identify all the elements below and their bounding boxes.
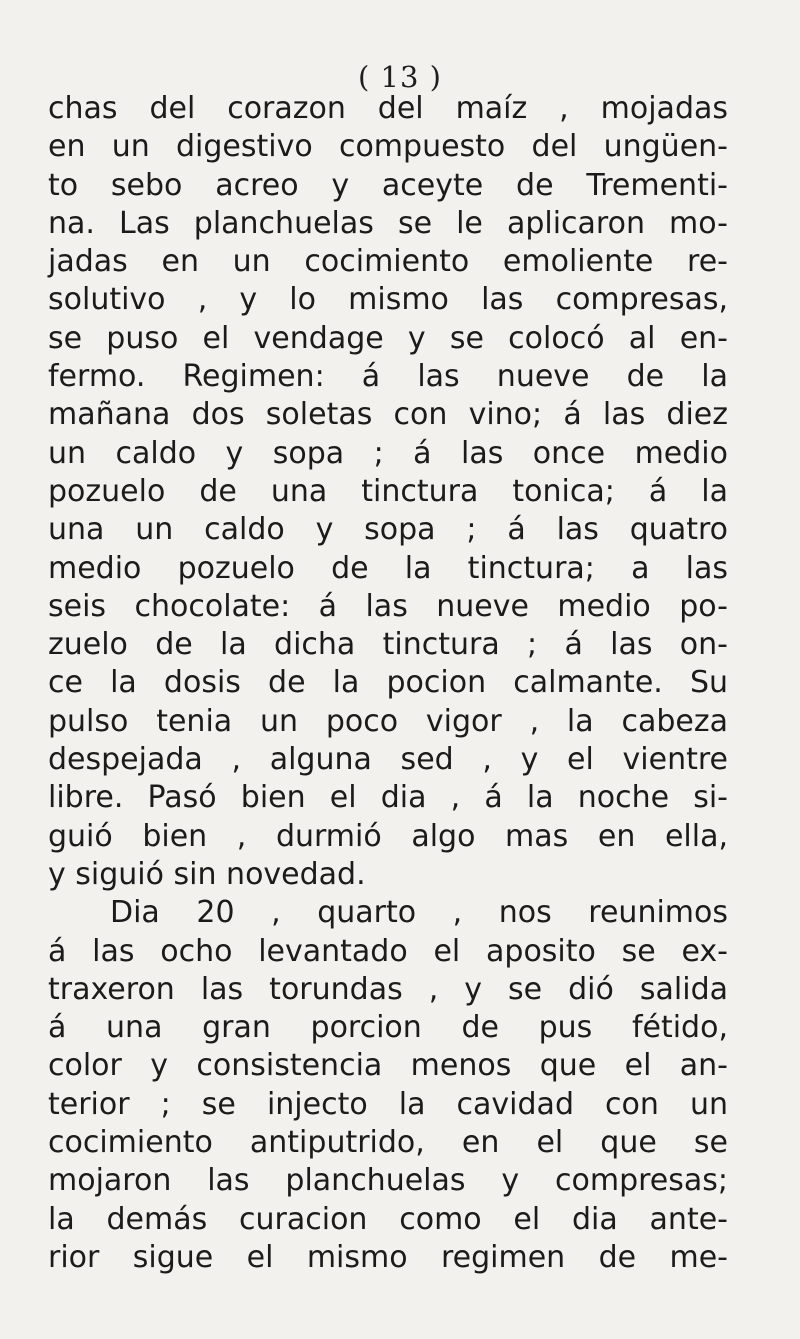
text-line: en un digestivo compuesto del ungüen- xyxy=(48,129,728,165)
text-line: mojaron las planchuelas y compresas; xyxy=(48,1163,728,1199)
text-line: á una gran porcion de pus fétido, xyxy=(48,1010,728,1046)
text-line: mañana dos soletas con vino; á las diez xyxy=(48,397,728,433)
text-line: chas del corazon del maíz , mojadas xyxy=(48,91,728,126)
text-line: á las ocho levantado el aposito se ex- xyxy=(48,933,728,969)
text-line: zuelo de la dicha tinctura ; á las on- xyxy=(48,627,728,663)
text-line: guió bien , durmió algo mas en ella, xyxy=(48,818,728,854)
text-line: terior ; se injecto la cavidad con un xyxy=(48,1086,728,1122)
text-line: un caldo y sopa ; á las once medio xyxy=(48,435,728,471)
text-line: ce la dosis de la pocion calmante. Su xyxy=(48,665,728,701)
text-line: color y consistencia menos que el an- xyxy=(48,1048,728,1084)
text-line: na. Las planchuelas se le aplicaron mo- xyxy=(48,205,728,241)
paragraph-start-line: Dia 20 , quarto , nos reunimos xyxy=(110,895,728,931)
text-line: fermo. Regimen: á las nueve de la xyxy=(48,359,728,395)
text-line: una un caldo y sopa ; á las quatro xyxy=(48,512,728,548)
paragraph-end-line: y siguió sin novedad. xyxy=(48,856,366,892)
text-line: libre. Pasó bien el dia , á la noche si- xyxy=(48,780,728,816)
text-line: seis chocolate: á las nueve medio po- xyxy=(48,588,728,624)
text-line: se puso el vendage y se colocó al en- xyxy=(48,320,728,356)
text-line: traxeron las torundas , y se dió salida xyxy=(48,971,728,1007)
text-line: cocimiento antiputrido, en el que se xyxy=(48,1125,728,1161)
text-line: despejada , alguna sed , y el vientre xyxy=(48,742,728,778)
text-line: pozuelo de una tinctura tonica; á la xyxy=(48,473,728,509)
text-line: jadas en un cocimiento emoliente re- xyxy=(48,244,728,280)
text-line: rior sigue el mismo regimen de me- xyxy=(48,1239,728,1275)
page-number: ( 13 ) xyxy=(358,60,442,94)
text-line: pulso tenia un poco vigor , la cabeza xyxy=(48,703,728,739)
text-line: la demás curacion como el dia ante- xyxy=(48,1201,728,1237)
text-line: solutivo , y lo mismo las compresas, xyxy=(48,282,728,318)
text-line: to sebo acreo y aceyte de Trementi- xyxy=(48,167,728,203)
body-text xyxy=(48,90,748,1277)
text-line: medio pozuelo de la tinctura; a las xyxy=(48,550,728,586)
